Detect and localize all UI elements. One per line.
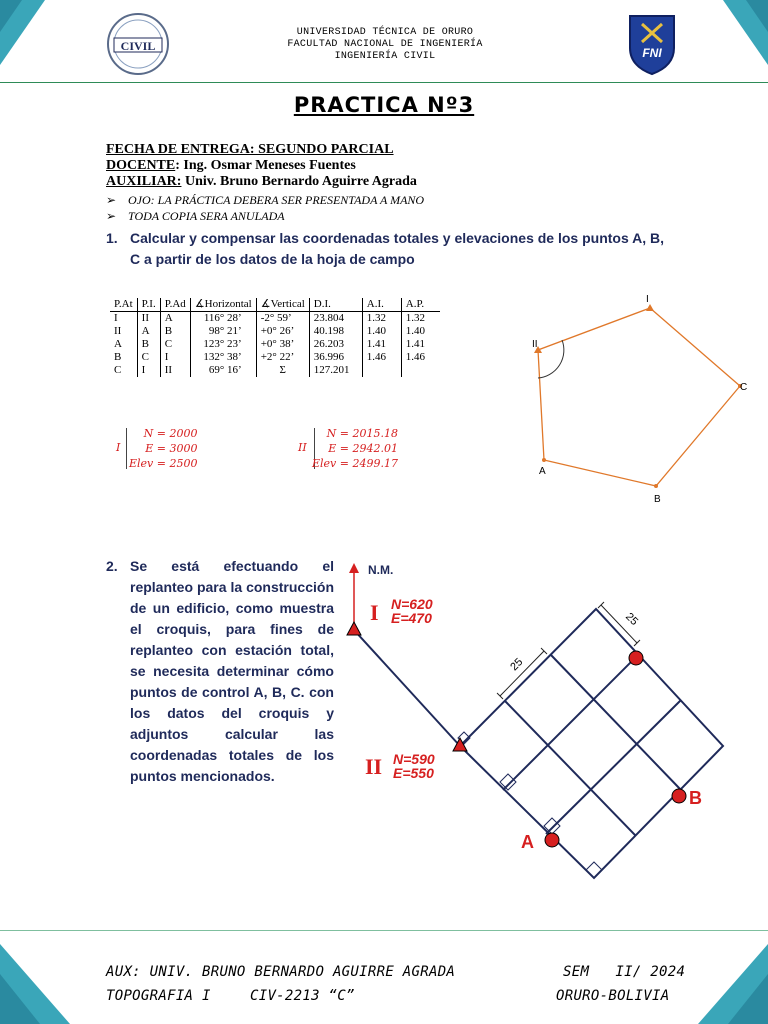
table-cell: II xyxy=(160,364,190,377)
point-ii-e: E = 2942.01 xyxy=(328,442,398,455)
point-marker-a xyxy=(542,458,546,462)
footer-code: CIV-2213 “C” xyxy=(250,988,355,1004)
footer-aux: AUX: UNIV. BRUNO BERNARDO AGUIRRE AGRADA xyxy=(106,964,456,980)
control-point-c xyxy=(629,651,643,665)
point-marker-b xyxy=(654,484,658,488)
station-i-marker xyxy=(347,622,361,635)
point-ii-label: II xyxy=(298,441,307,454)
table-cell: 127.201 xyxy=(309,364,362,377)
table-cell: C xyxy=(160,338,190,351)
table-cell: 1.40 xyxy=(362,325,401,338)
table-cell: II xyxy=(114,325,122,337)
fni-logo xyxy=(626,12,678,76)
header-line-1: UNIVERSIDAD TÉCNICA DE ORURO xyxy=(296,27,474,38)
table-cell: -2° 59’ xyxy=(256,312,309,326)
table-cell xyxy=(362,364,401,377)
point-ii-elev: Elev = 2499.17 xyxy=(312,457,398,470)
table-row xyxy=(110,364,440,377)
table-cell: 123° 23’ xyxy=(190,338,256,351)
note-2: ➢ TODA COPIA SERA ANULADA xyxy=(106,209,285,223)
corner-triangle-bottom-right xyxy=(688,944,768,1024)
station-i-n: N=620 xyxy=(391,596,433,612)
header-divider xyxy=(0,82,768,83)
table-cell: C xyxy=(137,351,160,364)
question-1-text: Calcular y compensar las coordenadas totales y elevaciones de los puntos A, B, C a partir de los datos de la hoja de campo xyxy=(130,230,665,267)
table-row xyxy=(110,351,440,364)
arrow-bullet-icon: ➢ xyxy=(106,209,117,223)
table-cell: 26.203 xyxy=(309,338,362,351)
corner-triangle-top-left xyxy=(0,0,70,70)
station-ii-coords xyxy=(393,752,435,780)
docente: DOCENTE: Ing. Osmar Meneses Fuentes xyxy=(106,158,356,173)
question-1-number: 1. xyxy=(106,230,118,246)
table-cell: A xyxy=(137,325,160,338)
table-cell: II xyxy=(137,312,160,326)
auxiliar: AUXILIAR: Univ. Bruno Bernardo Aguirre Agrada xyxy=(106,174,417,189)
control-point-a xyxy=(545,833,559,847)
note-1: ➢ OJO: LA PRÁCTICA DEBERA SER PRESENTADA A MANO xyxy=(106,193,425,207)
table-header: P.At xyxy=(110,298,137,312)
question-1 xyxy=(106,228,666,270)
table-header: ∡Horizontal xyxy=(190,298,256,312)
station-i-e: E=470 xyxy=(391,610,432,626)
table-cell: A xyxy=(160,312,190,326)
table-header: ∡Vertical xyxy=(256,298,309,312)
table-cell: I xyxy=(114,312,118,324)
table-cell: 23.804 xyxy=(309,312,362,326)
dimension-label-2: 25 xyxy=(623,610,641,628)
table-cell: 1.46 xyxy=(362,351,401,364)
table-cell: +0° 38’ xyxy=(256,338,309,351)
point-i-n: N = 2000 xyxy=(143,427,198,440)
table-cell: 1.46 xyxy=(401,351,440,364)
footer-divider xyxy=(0,930,768,931)
corner-triangle-bottom-left xyxy=(0,944,90,1024)
polygon-label-a: A xyxy=(539,466,546,477)
page-title: PRACTICA Nº3 xyxy=(293,93,475,117)
table-cell: B xyxy=(160,325,190,338)
table-cell: 1.41 xyxy=(401,338,440,351)
point-i-elev: Elev = 2500 xyxy=(129,457,198,470)
table-cell: 1.32 xyxy=(401,312,440,326)
north-arrow-icon xyxy=(349,563,359,573)
dimension-label-1: 25 xyxy=(508,656,526,674)
question-2-text: Se está efectuando el replanteo para la construcción de un edificio, como muestra el croquis, para fines de replanteo con estación total, se necesita determinar cómo puntos de control A, B, C. con los datos del croquis y adjuntos calcular las coordenadas totales de los puntos mencionados. xyxy=(130,558,334,784)
table-cell: 132° 38’ xyxy=(190,351,256,364)
polygon-label-b: B xyxy=(654,494,661,505)
station-ii-label: II xyxy=(365,754,383,779)
table-cell: 1.32 xyxy=(362,312,401,326)
header-text xyxy=(230,27,540,63)
point-i-e: E = 3000 xyxy=(145,442,198,455)
point-i-coordinates xyxy=(116,426,206,472)
point-ii-n: N = 2015.18 xyxy=(326,427,398,440)
header-line-3: INGENIERÍA CIVIL xyxy=(334,51,436,62)
station-i-coords xyxy=(391,597,433,625)
table-cell: +2° 22’ xyxy=(256,351,309,364)
footer-place: ORURO-BOLIVIA xyxy=(556,988,670,1004)
civil-logo xyxy=(106,12,170,76)
station-i-label: I xyxy=(370,600,379,625)
arrow-bullet-icon: ➢ xyxy=(106,193,117,207)
header-line-2: FACULTAD NACIONAL DE INGENIERÍA xyxy=(287,39,483,50)
table-cell: 98° 21’ xyxy=(190,325,256,338)
polygon-label-c: C xyxy=(740,382,748,393)
table-cell: I xyxy=(160,351,190,364)
polygon-label-ii: II xyxy=(532,339,538,350)
traverse-polygon-diagram xyxy=(520,290,760,510)
station-ii-n: N=590 xyxy=(393,751,435,767)
table-row xyxy=(110,325,440,338)
table-cell: B xyxy=(137,338,160,351)
station-marker-i xyxy=(646,304,654,311)
control-point-b xyxy=(672,789,686,803)
point-ii-coordinates xyxy=(298,426,408,472)
fecha-entrega: FECHA DE ENTREGA: SEGUNDO PARCIAL xyxy=(106,142,394,157)
table-cell: 36.996 xyxy=(309,351,362,364)
point-i-label: I xyxy=(116,441,121,454)
question-2-number: 2. xyxy=(106,558,118,574)
station-ii-e: E=550 xyxy=(393,765,434,781)
control-point-b-label: B xyxy=(689,788,702,808)
table-cell: B xyxy=(114,351,122,363)
fni-logo-text: FNI xyxy=(642,46,662,60)
table-header: P.I. xyxy=(137,298,160,312)
table-cell xyxy=(401,364,440,377)
table-header: P.Ad xyxy=(160,298,190,312)
table-cell: I xyxy=(137,364,160,377)
table-cell: Σ xyxy=(256,364,309,377)
table-cell: 116° 28’ xyxy=(190,312,256,326)
table-cell: 40.198 xyxy=(309,325,362,338)
question-2 xyxy=(106,556,334,787)
civil-logo-text: CIVIL xyxy=(120,39,156,53)
table-cell: 1.41 xyxy=(362,338,401,351)
field-data-table xyxy=(110,298,440,377)
table-cell: C xyxy=(114,364,122,376)
table-header: A.P. xyxy=(401,298,440,312)
table-cell: 1.40 xyxy=(401,325,440,338)
table-cell: A xyxy=(114,338,122,350)
table-row xyxy=(110,312,440,326)
table-row xyxy=(110,338,440,351)
footer-course: TOPOGRAFIA I xyxy=(106,988,211,1004)
table-cell: 69° 16’ xyxy=(190,364,256,377)
footer-semester: SEM II/ 2024 xyxy=(563,964,686,980)
table-header: A.I. xyxy=(362,298,401,312)
corner-triangle-top-right xyxy=(698,0,768,70)
polygon-label-i: I xyxy=(646,294,649,305)
traverse-polygon xyxy=(538,308,740,486)
control-point-a-label: A xyxy=(521,832,534,852)
table-cell: +0° 26’ xyxy=(256,325,309,338)
north-label: N.M. xyxy=(368,563,394,577)
table-header: D.I. xyxy=(309,298,362,312)
